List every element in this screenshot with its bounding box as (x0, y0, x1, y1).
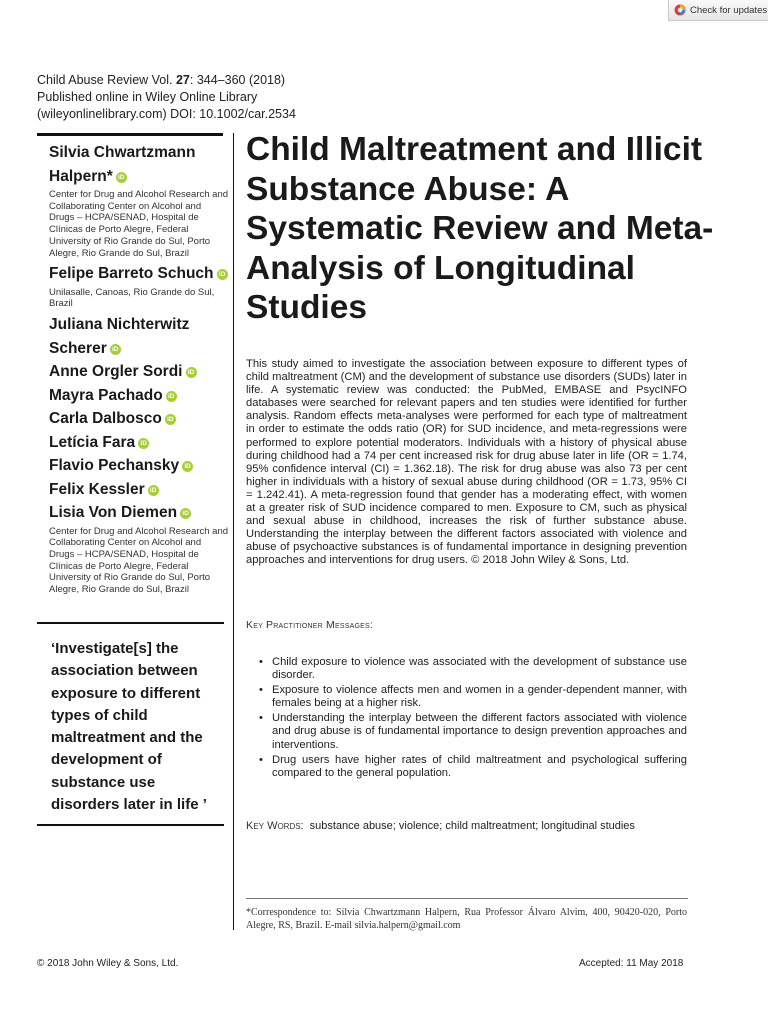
abstract: This study aimed to investigate the association between exposure to different types of child maltreatment (CM) and the development of substance use disorders (SUDs) later in life. A systematic review was conducted: the PubMed, EMBASE and PsycINFO databases were searched for relevant papers and ten studies were identified for further analysis. Random effects meta-analyses were performed for each type of maltreatment in order to estimate the odds ratio (OR) for SUD incidence, and meta-regressions were performed to explore potential moderators. Individuals with a history of physical abuse during childhood had a 74 per cent increased risk for drug abuse later in life (OR = 1.74, 95% confidence interval (CI) = 1.362.18). The risk for drug abuse was also 73 per cent higher in individuals with a history of sexual abuse during childhood (OR = 1.73, 95% CI = 1.242.41). A meta-regression found that gender has a moderating effect, with women at a greater risk of SUD incidence compared to men. Exposure to CM, such as physical and sexual abuse in childhood, increases the risk of further substance abuse. Understanding the interplay between the different factors associated with violence and abuse of psychoactive substances is of fundamental importance in designing prevention approaches and interventions for drug users. © 2018 John Wiley & Sons, Ltd. (246, 358, 687, 567)
orcid-icon[interactable]: iD (138, 438, 149, 449)
keywords-label: Key Words: (246, 820, 304, 832)
list-item: • Drug users have higher rates of child maltreatment and psychological suffering compared to the general population. (259, 753, 687, 779)
orcid-icon[interactable]: iD (186, 367, 197, 378)
left-top-rule (37, 133, 223, 136)
column-divider (233, 133, 234, 930)
pull-quote-box (37, 622, 224, 826)
orcid-icon[interactable]: iD (165, 414, 176, 425)
journal-info (37, 72, 296, 123)
key-messages-heading: Key Practitioner Messages: (246, 619, 373, 631)
crossmark-icon (674, 4, 686, 16)
check-for-updates-label: Check for updates (690, 4, 768, 16)
orcid-icon[interactable]: iD (217, 269, 228, 280)
keywords (246, 820, 635, 832)
check-for-updates-button[interactable] (668, 0, 768, 21)
author-name: Silvia Chwartzmann Halpern* iD (49, 144, 196, 185)
keywords-text: substance abuse; violence; child maltreatment; longitudinal studies (309, 820, 635, 832)
correspondence-note: *Correspondence to: Silvia Chwartzmann Halpern, Rua Professor Álvaro Alvim, 400, 90420-020, Porto Alegre, RS, Brazil. E-mail silvia.halpern@gmail.com (246, 907, 687, 931)
journal-name: Child Abuse Review Vol. (37, 73, 176, 87)
orcid-icon[interactable]: iD (166, 391, 177, 402)
author-name: Anne Orgler Sordi iD (49, 360, 229, 384)
journal-volume: 27 (175, 73, 190, 87)
pull-quote: ‘Investigate[s] the association between exposure to different types of child maltreatment and the development of substance use disorders later in life ’ (51, 640, 207, 814)
journal-doi: (wileyonlinelibrary.com) DOI: 10.1002/car.2534 (37, 107, 296, 121)
author-name: Felix Kessler iD (49, 478, 229, 502)
list-item: • Exposure to violence affects men and women in a gender-dependent manner, with females being at a higher risk. (259, 684, 687, 710)
journal-pages: : 344–360 (2018) (189, 73, 286, 87)
author-name: Juliana Nichterwitz Scherer iD (49, 316, 190, 357)
correspondence-rule (246, 898, 688, 899)
copyright-footer: © 2018 John Wiley & Sons, Ltd. (37, 958, 179, 969)
bullet-icon: • (259, 753, 263, 766)
orcid-icon[interactable]: iD (148, 485, 159, 496)
journal-published: Published online in Wiley Online Library (37, 90, 258, 104)
orcid-icon[interactable]: iD (182, 461, 193, 472)
author-list (49, 141, 229, 599)
author-name: Letícia Fara iD (49, 431, 229, 455)
bullet-icon: • (259, 656, 263, 668)
bullet-icon: • (259, 684, 263, 697)
key-messages-list (257, 656, 687, 782)
orcid-icon[interactable]: iD (116, 172, 127, 183)
author-name: Flavio Pechansky iD (49, 454, 229, 478)
accepted-date: Accepted: 11 May 2018 (579, 958, 684, 969)
author-name: Mayra Pachado iD (49, 384, 229, 408)
author-affiliation: Unilasalle, Canoas, Rio Grande do Sul, Brazil (49, 286, 215, 310)
author-name: Lisia Von Diemen iD (49, 501, 229, 525)
author-affiliation: Center for Drug and Alcohol Research and Collaborating Center on Alcohol and Drugs – HCPA/SENAD, Hospital de Clínicas de Porto Alegre, Federal University of Rio Grande do Sul, Porto Alegre, Rio Grande do Sul, Brazil (49, 189, 229, 259)
article-title: Child Maltreatment and Illicit Substance Abuse: A Systematic Review and Meta-Analysis of Longitudinal Studies (246, 131, 714, 326)
list-item: • Understanding the interplay between the different factors associated with violence and drug abuse is of fundamental importance to design prevention approaches and interventions. (259, 712, 687, 751)
author-affiliation: Center for Drug and Alcohol Research and Collaborating Center on Alcohol and Drugs – HCPA/SENAD, Hospital de Clínicas de Porto Alegre, Federal University of Rio Grande do Sul, Porto Alegre, Rio Grande do Sul, Brazil (49, 525, 229, 596)
list-item: • Child exposure to violence was associated with the development of substance use disorder. (259, 656, 687, 682)
bullet-icon: • (259, 712, 263, 725)
orcid-icon[interactable]: iD (180, 508, 191, 519)
orcid-icon[interactable]: iD (110, 344, 121, 355)
author-name: Felipe Barreto Schuch iD (49, 262, 229, 286)
author-name: Carla Dalbosco iD (49, 407, 229, 431)
